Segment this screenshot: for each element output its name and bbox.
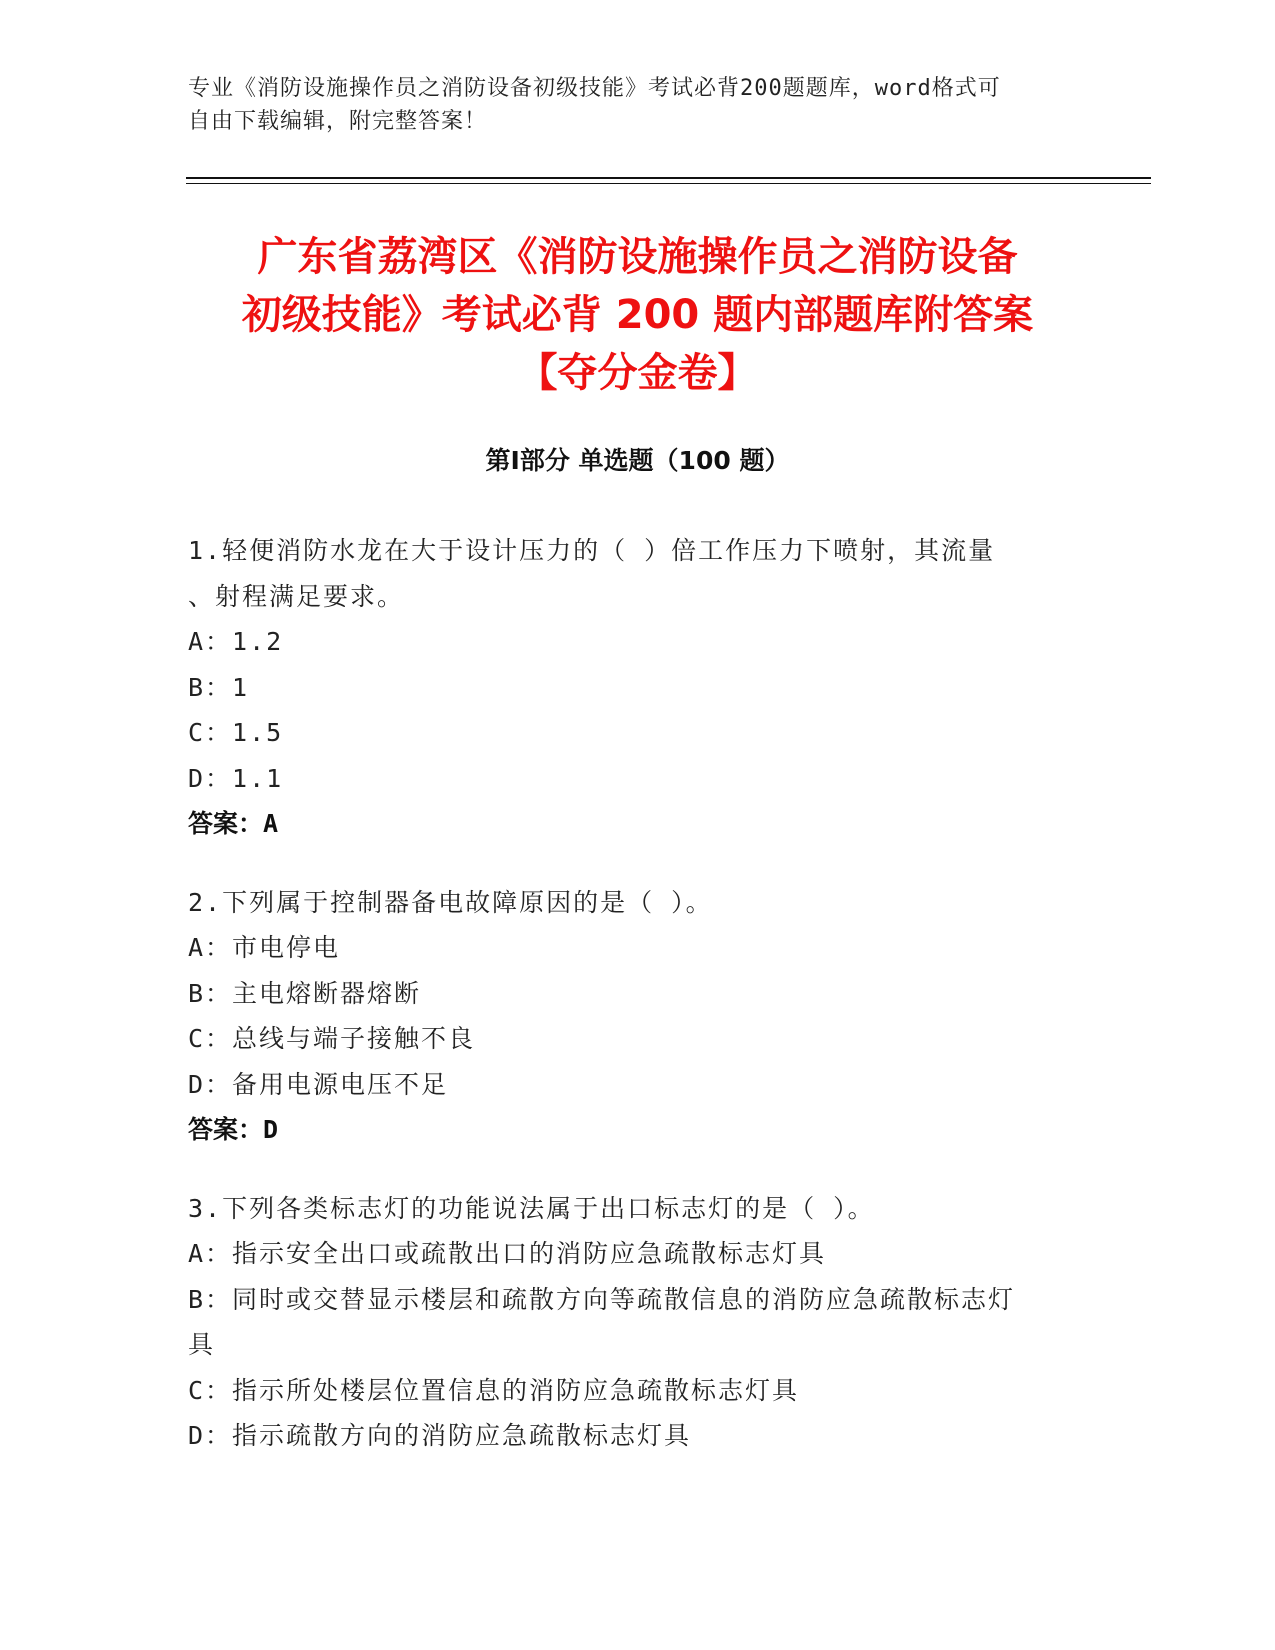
option-a: A：1.2 — [188, 627, 284, 656]
answer — [188, 1107, 1078, 1153]
question-stem: 1.轻便消防水龙在大于设计压力的（ ）倍工作压力下喷射，其流量 — [188, 536, 996, 565]
section-heading: 第Ⅰ部分 单选题（100 题） — [485, 446, 790, 475]
title-line: 【夺分金卷】 — [517, 350, 758, 396]
question-stem: 2.下列属于控制器备电故障原因的是（ ）。 — [188, 887, 713, 917]
answer-label: 答案： — [188, 809, 264, 838]
header-note — [188, 72, 1068, 138]
option-a: A：指示安全出口或疏散出口的消防应急疏散标志灯具 — [188, 1239, 827, 1268]
option-d: D：备用电源电压不足 — [188, 1069, 449, 1099]
question-list — [188, 528, 1078, 1492]
header-divider — [186, 183, 1151, 184]
answer-value: D — [263, 1115, 279, 1144]
document-title — [160, 228, 1115, 402]
header-note-line: 自由下载编辑，附完整答案！ — [188, 109, 488, 134]
option-d: D：1.1 — [188, 763, 284, 793]
option-b: B：同时或交替显示楼层和疏散方向等疏散信息的消防应急疏散标志灯 — [188, 1284, 1016, 1314]
question-item — [188, 528, 1078, 847]
option-c: C：总线与端子接触不良 — [188, 1024, 476, 1053]
title-line: 初级技能》考试必背 200 题内部题库附答案 — [241, 292, 1034, 338]
option-d: D：指示疏散方向的消防应急疏散标志灯具 — [188, 1421, 692, 1450]
option-a: A：市电停电 — [188, 933, 341, 962]
option-c: C：指示所处楼层位置信息的消防应急疏散标志灯具 — [188, 1375, 800, 1405]
question-stem: 、射程满足要求。 — [188, 581, 405, 611]
header-divider — [186, 177, 1151, 179]
question-item — [188, 1186, 1078, 1459]
answer-label: 答案： — [188, 1115, 264, 1144]
header-note-line: 专业《消防设施操作员之消防设备初级技能》考试必背200题题库，word格式可 — [188, 76, 1001, 101]
option-b: B：1 — [188, 672, 250, 702]
option-b-continued: 具 — [188, 1330, 216, 1359]
answer-value: A — [263, 809, 279, 838]
option-c: C：1.5 — [188, 718, 284, 747]
option-b: B：主电熔断器熔断 — [188, 978, 422, 1008]
title-line: 广东省荔湾区《消防设施操作员之消防设备 — [257, 234, 1018, 280]
answer — [188, 801, 1078, 847]
question-stem: 3.下列各类标志灯的功能说法属于出口标志灯的是（ ）。 — [188, 1193, 875, 1223]
question-item — [188, 880, 1078, 1153]
